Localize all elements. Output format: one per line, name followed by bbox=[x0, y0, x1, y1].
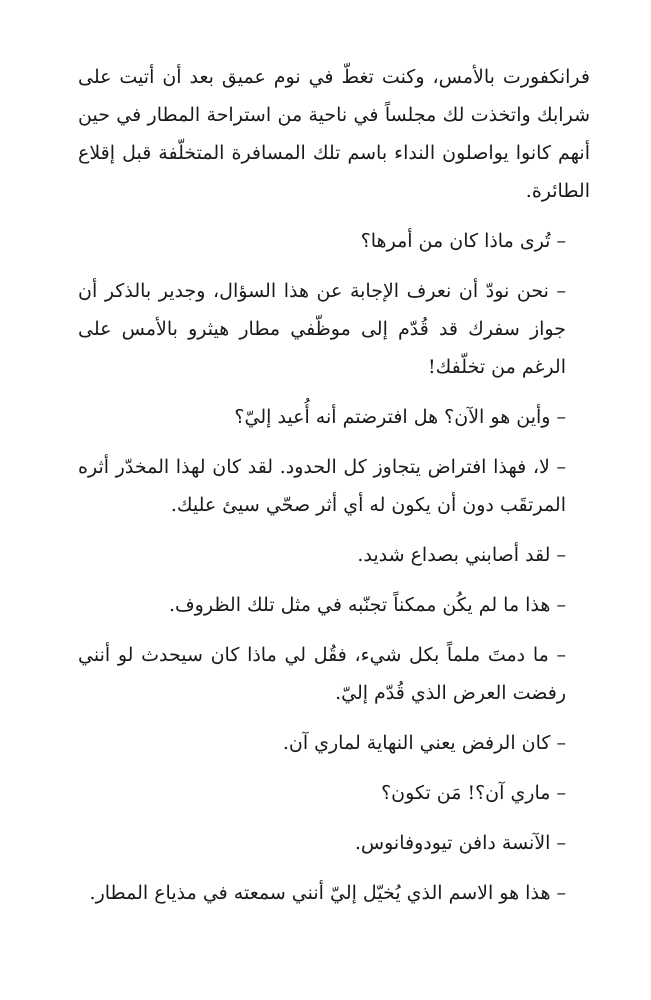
dialogue-line: – ما دمتَ ملماً بكل شيء، فقُل لي ماذا كان سيحدث لو أنني رفضت العرض الذي قُدّم إليّ. bbox=[78, 644, 566, 704]
dialogue-line: – نحن نودّ أن نعرف الإجابة عن هذا السؤال، وجدير بالذكر أن جواز سفرك قد قُدّم إلى موظّفي مطار هيثرو بالأمس على الرغم من تخلّفك! bbox=[78, 280, 566, 378]
dialogue-line: – هذا ما لم يكُن ممكناً تجنّبه في مثل تلك الظروف. bbox=[168, 594, 566, 616]
dialogue-line: – لا، فهذا افتراض يتجاوز كل الحدود. لقد كان لهذا المخدّر أثره المرتقَب دون أن يكون له أي أثر صحّي سيئ عليك. bbox=[78, 456, 566, 516]
paragraph-continuation: فرانكفورت بالأمس، وكنت تغطّ في نوم عميق بعد أن أتيت على شرابك واتخذت لك مجلساً في ناحية من استراحة المطار في حين أنهم كانوا يواصلون النداء باسم تلك المسافرة المتخلّفة قبل إقلاع الطائرة. bbox=[78, 66, 590, 202]
dialogue-line: – وأين هو الآن؟ هل افترضتم أنه أُعيد إليّ؟ bbox=[234, 406, 566, 428]
dialogue-line: – ماري آن؟! مَن تكون؟ bbox=[381, 782, 566, 804]
dialogue-line: – كان الرفض يعني النهاية لماري آن. bbox=[282, 732, 566, 754]
dialogue-line: – تُرى ماذا كان من أمرها؟ bbox=[360, 230, 566, 252]
book-page bbox=[78, 58, 590, 924]
dialogue-line: – هذا هو الاسم الذي يُخيّل إليّ أنني سمعته في مذياع المطار. bbox=[89, 882, 566, 904]
dialogue-line: – لقد أصابني بصداع شديد. bbox=[357, 544, 566, 566]
dialogue-line: – الآنسة دافن تيودوفانوس. bbox=[354, 832, 566, 854]
